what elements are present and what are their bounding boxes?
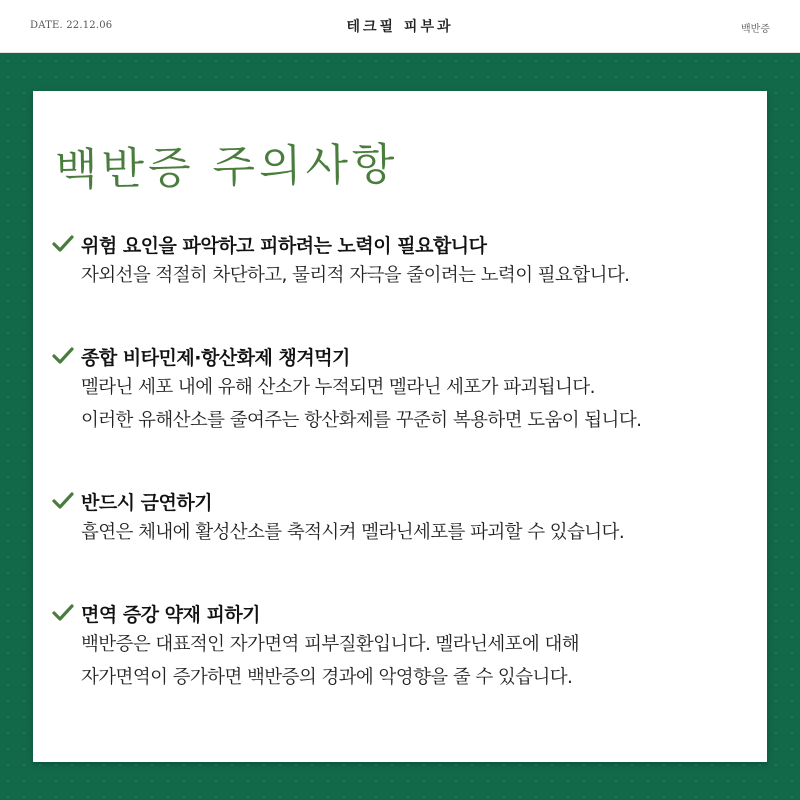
header-date: DATE. 22.12.06 <box>30 20 113 31</box>
section-title-row <box>52 341 762 371</box>
header-topic-tag: 백반증 <box>741 24 770 35</box>
section-body <box>81 259 762 292</box>
tip-section-antioxidants <box>52 341 762 437</box>
header-clinic-name: 테크필 피부과 <box>346 19 454 35</box>
section-text-line: 멜라닌 세포 내에 유해 산소가 누적되면 멜라닌 세포가 파괴됩니다. <box>81 377 595 398</box>
checkmark-icon <box>52 346 74 366</box>
section-title: 면역 증강 약재 피하기 <box>81 603 261 626</box>
section-text-line: 자외선을 적절히 차단하고, 물리적 자극을 줄이려는 노력이 필요합니다. <box>81 265 630 286</box>
tip-section-risk-factors <box>52 229 762 292</box>
checkmark-icon <box>52 234 74 254</box>
section-body <box>81 516 762 549</box>
section-title-row <box>52 229 762 259</box>
section-title: 반드시 금연하기 <box>81 491 213 514</box>
checkmark-icon <box>52 603 74 623</box>
section-text-line: 이러한 유해산소를 줄여주는 항산화제를 꾸준히 복용하면 도움이 됩니다. <box>81 410 642 431</box>
page-heading: 백반증 주의사항 <box>54 139 399 196</box>
section-text-line: 백반증은 대표적인 자가면역 피부질환입니다. 멜라닌세포에 대해 <box>81 634 580 655</box>
checkmark-icon <box>52 491 74 511</box>
section-title-row <box>52 486 762 516</box>
tip-section-quit-smoking <box>52 486 762 549</box>
section-body <box>81 628 762 694</box>
section-text-line: 자가면역이 증가하면 백반증의 경과에 악영향을 줄 수 있습니다. <box>81 667 573 688</box>
top-bar <box>0 0 800 53</box>
section-title: 위험 요인을 파악하고 피하려는 노력이 필요합니다 <box>81 234 487 257</box>
section-title-row <box>52 598 762 628</box>
section-title: 종합 비타민제·항산화제 챙겨먹기 <box>81 346 350 369</box>
tip-section-immune-herbs <box>52 598 762 694</box>
section-text-line: 흡연은 체내에 활성산소를 축적시켜 멜라닌세포를 파괴할 수 있습니다. <box>81 522 625 543</box>
section-body <box>81 371 762 437</box>
